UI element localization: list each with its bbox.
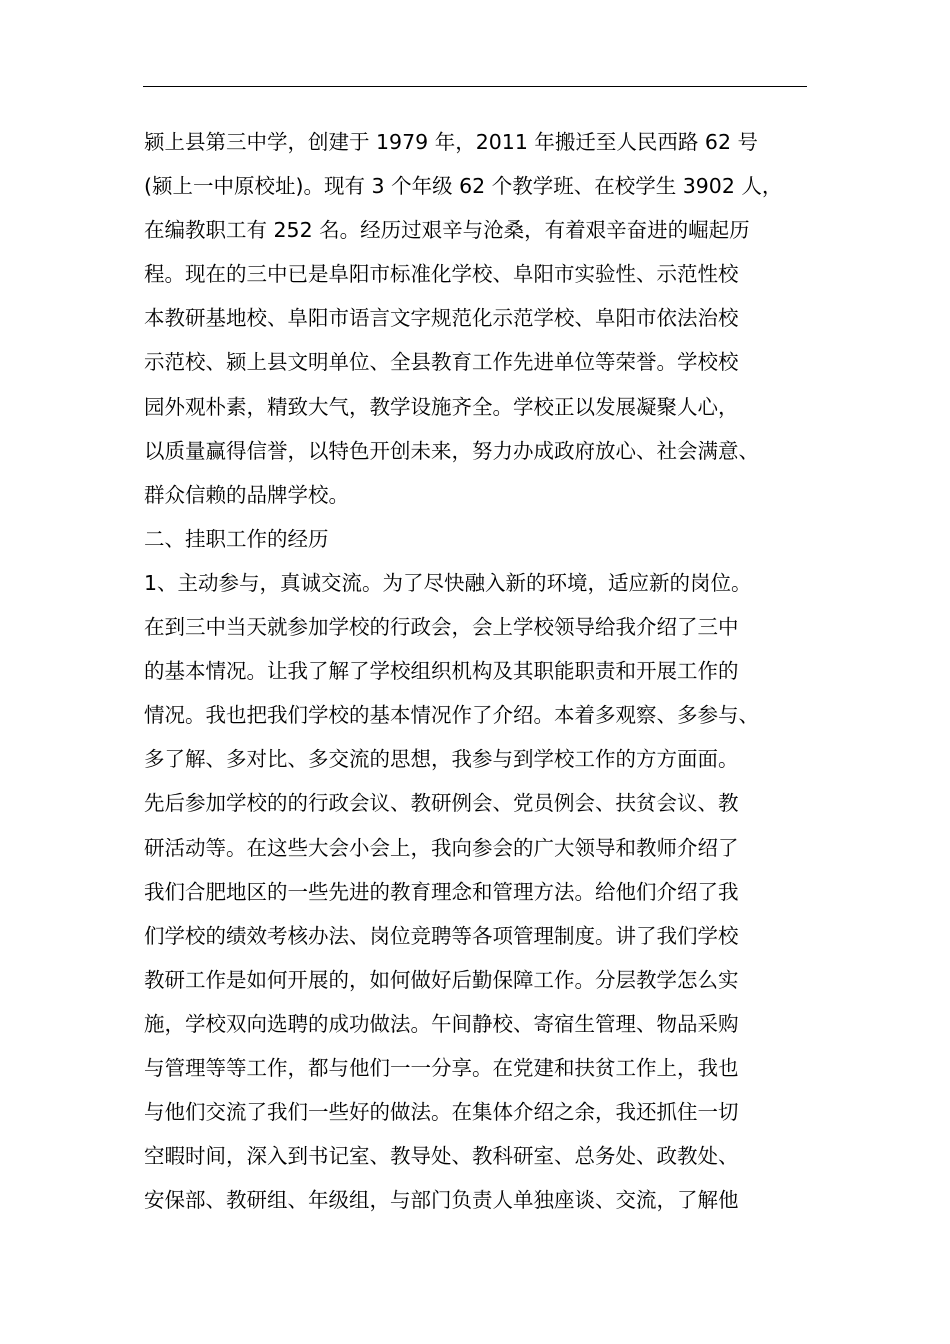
body-line: 在编教职工有 252 名。经历过艰辛与沧桑，有着艰辛奋进的崛起历	[144, 218, 750, 243]
body-line: 研活动等。在这些大会小会上，我向参会的广大领导和教师介绍了	[144, 835, 739, 860]
header-rule	[143, 86, 807, 87]
body-line: 示范校、颍上县文明单位、全县教育工作先进单位等荣誉。学校校	[144, 350, 739, 375]
body-line: 空暇时间，深入到书记室、教导处、教科研室、总务处、政教处、	[144, 1144, 739, 1169]
body-line: 以质量赢得信誉，以特色开创未来，努力办成政府放心、社会满意、	[144, 438, 759, 463]
body-line: 在到三中当天就参加学校的行政会，会上学校领导给我介绍了三中	[144, 615, 739, 640]
body-line: 安保部、教研组、年级组，与部门负责人单独座谈、交流，了解他	[144, 1188, 739, 1213]
document-body	[144, 120, 834, 1222]
section-heading: 二、挂职工作的经历	[144, 526, 329, 551]
body-line: 群众信赖的品牌学校。	[144, 482, 349, 507]
body-line: 与他们交流了我们一些好的做法。在集体介绍之余，我还抓住一切	[144, 1100, 739, 1125]
body-line: 颍上县第三中学，创建于 1979 年，2011 年搬迁至人民西路 62 号	[144, 130, 759, 154]
body-line: (颍上一中原校址)。现有 3 个年级 62 个教学班、在校学生 3902 人，	[144, 174, 783, 199]
body-line: 情况。我也把我们学校的基本情况作了介绍。本着多观察、多参与、	[144, 703, 759, 728]
body-line: 的基本情况。让我了解了学校组织机构及其职能职责和开展工作的	[144, 659, 739, 684]
body-line: 施，学校双向选聘的成功做法。午间静校、寄宿生管理、物品采购	[144, 1011, 739, 1036]
body-line: 1、主动参与，真诚交流。为了尽快融入新的环境，适应新的岗位。	[144, 570, 752, 595]
body-line: 先后参加学校的的行政会议、教研例会、党员例会、扶贫会议、教	[144, 791, 739, 816]
body-line: 我们合肥地区的一些先进的教育理念和管理方法。给他们介绍了我	[144, 879, 739, 904]
body-line: 与管理等等工作，都与他们一一分享。在党建和扶贫工作上，我也	[144, 1055, 739, 1080]
body-line: 多了解、多对比、多交流的思想，我参与到学校工作的方方面面。	[144, 747, 739, 772]
body-line: 园外观朴素，精致大气，教学设施齐全。学校正以发展凝聚人心，	[144, 394, 739, 419]
body-line: 教研工作是如何开展的，如何做好后勤保障工作。分层教学怎么实	[144, 967, 739, 992]
body-line: 们学校的绩效考核办法、岗位竞聘等各项管理制度。讲了我们学校	[144, 923, 739, 948]
body-line: 本教研基地校、阜阳市语言文字规范化示范学校、阜阳市依法治校	[144, 306, 739, 331]
body-line: 程。现在的三中已是阜阳市标准化学校、阜阳市实验性、示范性校	[144, 262, 739, 287]
